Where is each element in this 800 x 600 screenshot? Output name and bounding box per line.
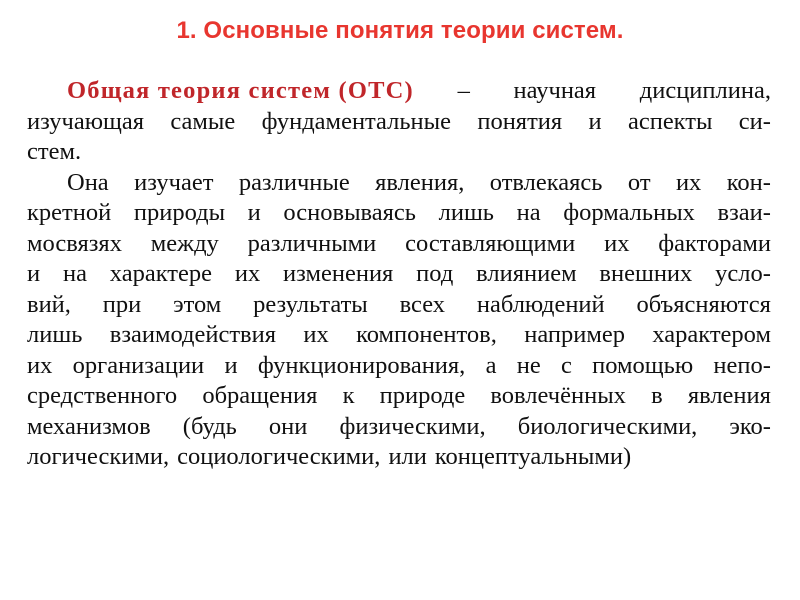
word: с [560,351,572,379]
word: и [224,351,238,379]
word: стем. [27,138,82,165]
word: этом [173,290,222,318]
term-highlight: Общая теория систем (ОТС) [67,77,414,104]
text-line [27,320,771,351]
word: явления [687,382,771,409]
word: характере [109,260,212,287]
word: наблюдений [476,290,605,318]
text-line [27,198,771,229]
word: их [604,229,630,257]
word: логическими, [27,443,170,470]
word: мосвязях [27,229,122,257]
word: влиянием [476,260,577,287]
word: факторами [658,229,771,257]
slide-title: 1. Основные понятия теории систем. [176,17,624,44]
word: усло- [715,260,771,287]
word: под [416,260,454,287]
word: природе [379,382,466,409]
word: самые [170,107,236,135]
word: компонентов, [356,321,497,348]
word: явления, [375,168,465,196]
word: эко- [729,412,771,440]
word: физическими, [339,412,486,440]
body-text [27,76,771,473]
text-line [27,381,771,412]
word: непо- [713,351,771,379]
word: их [27,351,53,379]
word: они [268,412,308,440]
word: на [62,260,87,287]
word: аспекты [627,107,713,135]
word: понятия [477,107,563,135]
text-line [27,351,771,382]
word: отвлекаясь [489,168,603,196]
word: внешних [599,260,693,287]
word: (будь [182,412,237,440]
word: научная [513,77,597,104]
word: средственного [27,382,178,409]
word: от [627,168,651,196]
word: различные [238,168,350,196]
word: или [388,443,427,470]
text-line [27,229,771,260]
text-line [27,107,771,138]
word: составляющими [405,229,576,257]
word: результаты [253,290,368,318]
word: функционирования, [257,351,466,379]
word: в [651,382,663,409]
text-line [27,290,771,321]
word: их [675,168,702,196]
word: концептуальными) [434,443,632,470]
text-line [27,442,771,473]
paragraph [27,168,771,473]
word: природы [133,199,226,226]
word: лишь [438,199,494,226]
word: к [342,382,355,409]
text-line [27,412,771,443]
word: социологическими, [177,443,381,470]
word: формальных [563,199,695,226]
word: дисциплина, [639,77,771,104]
word: биологическими, [517,412,698,440]
word: кон- [726,168,771,196]
word: изучает [134,168,214,196]
word: и [27,260,41,287]
word: их [303,321,329,348]
word: фундаментальные [261,107,451,135]
text-line [27,137,771,168]
word: их [234,260,261,287]
word: например [524,321,625,348]
word: си- [738,107,771,135]
word: лишь [27,321,83,348]
text-line [27,259,771,290]
word: вовлечённых [490,382,626,409]
word: механизмов [27,412,151,440]
word: кретной [27,199,112,226]
word: взаимодействия [109,321,277,348]
word: основываясь [283,199,416,226]
text-line [27,76,771,107]
word: не [516,351,541,379]
word: и [247,199,261,226]
word: различными [247,229,377,257]
word: между [150,229,219,257]
word: и [588,107,602,135]
word: взаи- [717,199,771,226]
word: обращения [202,382,318,409]
paragraph [27,76,771,168]
word: – [457,77,470,104]
word: Она [67,168,109,196]
word: изучающая [27,107,145,135]
word: организации [72,351,205,379]
word: всех [399,290,446,318]
word: а [485,351,497,379]
text-line [27,168,771,199]
word: на [516,199,541,226]
word: объясняются [636,290,771,318]
word: вий, [27,290,71,318]
word: при [102,290,142,318]
word: характером [652,321,771,348]
word: изменения [283,260,394,287]
word: помощью [592,351,694,379]
